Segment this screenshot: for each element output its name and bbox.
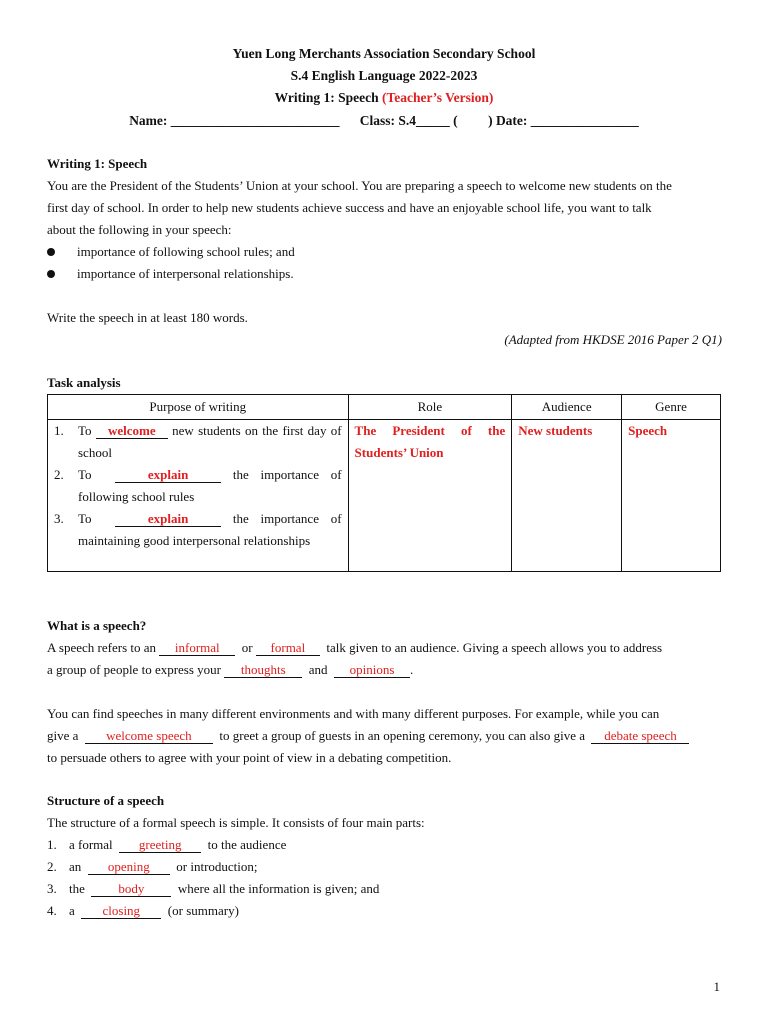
task-paragraph-line-2: first day of school. In order to help new students achieve success and have an enjoyable school life, you want to talk <box>47 200 652 215</box>
structure-heading: Structure of a speech <box>47 793 165 808</box>
answer-closing: closing <box>81 904 161 919</box>
what-is-paragraph2-line-2: give a welcome speech to greet a group of guests in an opening ceremony, you can also give a debate speech <box>47 725 722 747</box>
table-header-row <box>48 395 721 420</box>
worksheet-title <box>0 90 768 106</box>
purpose-item: 1. To welcome new students on the first day of school <box>54 423 342 460</box>
table-row <box>48 420 721 572</box>
date-label: Date: <box>495 113 528 128</box>
school-name: Yuen Long Merchants Association Secondary School <box>232 46 536 61</box>
task-heading: Writing 1: Speech <box>47 156 148 171</box>
purpose-item: 3. To explain the importance of maintaining good interpersonal relationships <box>54 511 342 548</box>
answer-greeting: greeting <box>119 838 201 853</box>
answer-body: body <box>91 882 171 897</box>
what-is-paragraph-line-1: A speech refers to an informal or formal talk given to an audience. Giving a speech allows you to address <box>47 640 663 655</box>
purpose-cell <box>48 420 349 572</box>
column-header-role: Role <box>348 395 512 420</box>
task-instruction: Write the speech in at least 180 words. <box>47 310 248 325</box>
student-info-line <box>0 113 768 129</box>
class-number-close: ) <box>488 113 493 128</box>
genre-answer: Speech <box>628 423 668 438</box>
answer-debate-speech: debate speech <box>591 729 689 744</box>
class-label[interactable]: Class: S.4_____ ( <box>359 113 458 128</box>
bullet-dot-icon <box>47 270 55 278</box>
answer-opinions: opinions <box>334 663 410 678</box>
teacher-version-label: (Teacher’s Version) <box>382 90 494 105</box>
task-paragraph-line-3: about the following in your speech: <box>47 222 232 237</box>
column-header-genre: Genre <box>622 395 721 420</box>
what-is-paragraph2-line-1: You can find speeches in many different environments and with many different purposes. For example, while you can <box>47 706 660 721</box>
column-header-purpose: Purpose of writing <box>48 395 349 420</box>
name-label: Name: <box>129 113 168 128</box>
task-bullet-text: importance of interpersonal relationships. <box>77 266 294 281</box>
role-cell <box>348 420 512 572</box>
task-analysis-heading: Task analysis <box>47 375 121 390</box>
answer-explain: explain <box>115 512 221 527</box>
answer-explain: explain <box>115 468 221 483</box>
audience-cell <box>512 420 622 572</box>
date-blank[interactable]: ________________ <box>530 113 639 128</box>
worksheet-title-main: Writing 1: Speech <box>274 90 379 105</box>
answer-welcome: welcome <box>96 424 168 439</box>
answer-opening: opening <box>88 860 170 875</box>
what-is-paragraph-line-2: a group of people to express your thoughts and opinions . <box>47 662 414 677</box>
answer-thoughts: thoughts <box>224 663 302 678</box>
course-title: S.4 English Language 2022-2023 <box>290 68 478 83</box>
genre-cell <box>622 420 721 572</box>
bullet-dot-icon <box>47 248 55 256</box>
task-analysis-table <box>47 394 721 572</box>
task-paragraph-line-1: You are the President of the Students’ Union at your school. You are preparing a speech to welcome new students on the <box>47 178 672 193</box>
answer-welcome-speech: welcome speech <box>85 729 213 744</box>
page-number: 1 <box>713 979 720 994</box>
column-header-audience: Audience <box>512 395 622 420</box>
what-is-paragraph2-line-3: to persuade others to agree with your point of view in a debating competition. <box>47 750 452 765</box>
task-bullet-text: importance of following school rules; and <box>77 244 295 259</box>
answer-informal: informal <box>159 641 235 656</box>
worksheet-page: Yuen Long Merchants Association Secondary School S.4 English Language 2022-2023 Writing 1: Speech (Teacher’s Version) Name: _________________________ Class: S.4_____ ( ) Date: ________________ Writing 1: Speech You are the President of the Students’ Union at your school. You are preparing a speech to welcome new students on the first day of school. In order to help new students achieve success and have an enjoyable school life, you want to talk about the following in your speech: importance of following school rules; and importance of interpersonal relationships. Write the speech in at least 180 words. (Adapted from HKDSE 2016 Paper 2 Q1) Task analysis Purpose of writing Role Audience Genre 1. To welcome new students on the first day of school 2. To explain the importance of following school rules 3. To explain the importance of maintaining good interpersonal relationships The President of the Students’ Union New students Speech What is a speech? A speech refers to an informal or formal talk given to an audience. Giving a speech allows you to address a group of people to express your thoughts and opinions . You can find speeches in many different environments and with many different purposes. For example, while you can give a welcome speech to greet a group of guests in an opening ceremony, you can also give a debate speech to persuade others to agree with your point of view in a debating competition. Structure of a speech The structure of a formal speech is simple. It consists of four main parts: 1. a formal greeting to the audience 2. an opening or introduction; 3. the body where all the information is given; and 4. a closing (or summary) 1 <box>0 0 768 1024</box>
purpose-item: 2. To explain the importance of following school rules <box>54 467 342 504</box>
audience-answer: New students <box>518 423 593 438</box>
answer-formal: formal <box>256 641 320 656</box>
what-is-speech-heading: What is a speech? <box>47 618 147 633</box>
structure-intro: The structure of a formal speech is simple. It consists of four main parts: <box>47 815 425 830</box>
name-blank[interactable]: _________________________ <box>170 113 340 128</box>
role-answer: The President of the Students’ Union <box>354 423 506 460</box>
task-source: (Adapted from HKDSE 2016 Paper 2 Q1) <box>504 332 722 347</box>
